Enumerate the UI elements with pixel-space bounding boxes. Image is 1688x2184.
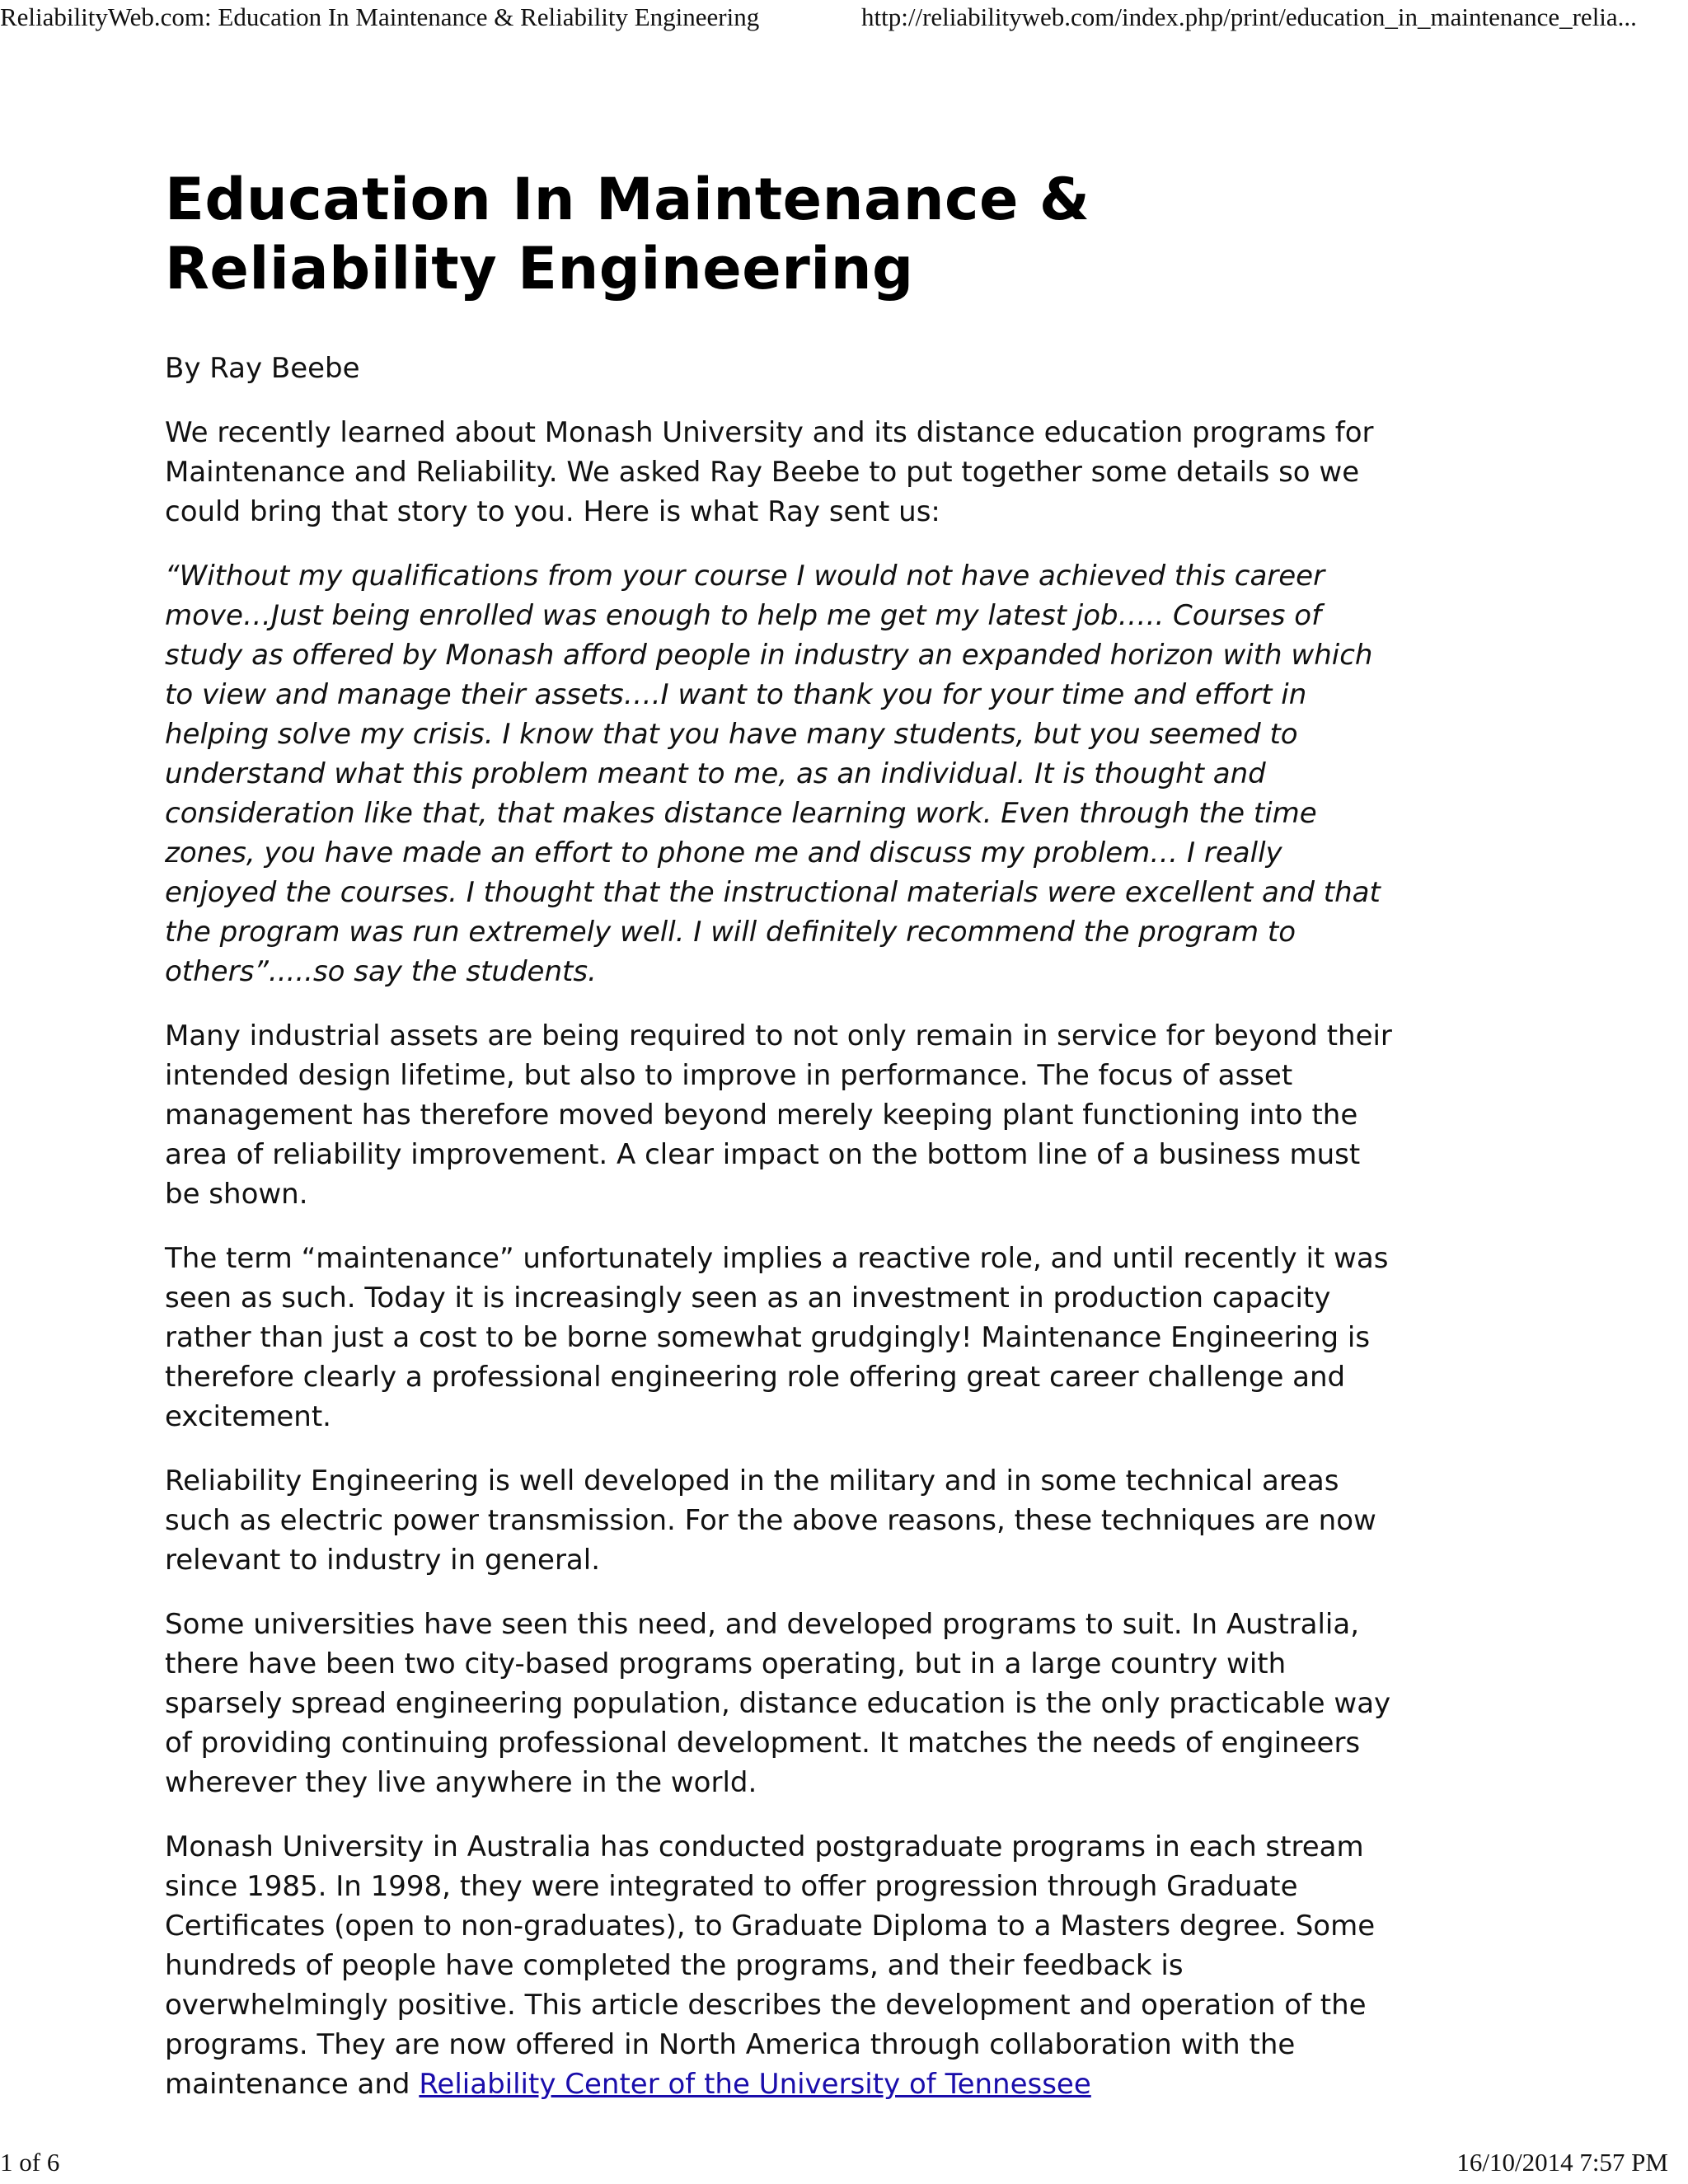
student-quote-paragraph: “Without my qualifications from your course I would not have achieved this career move…Just being enrolled was enough to help me get my latest job….. Courses of study as offered by Monash afford people in industry an expanded horizon with which to view and manage their assets….I want to thank you for your time and effort in helping solve my crisis. I know that you have many students, but you seemed to understand what this problem meant to me, as an individual. It is thought and consideration like that, that makes distance learning work. Even through the time zones, you have made an effort to phone me and discuss my problem… I really enjoyed the courses. I thought that the instructional materials were excellent and that the program was run extremely well. I will definitely recommend the program to others”.....so say the students. xyxy=(165,560,1381,988)
page-indicator: 1 of 6 xyxy=(0,2148,60,2177)
body-paragraph-with-link xyxy=(165,1827,1401,2104)
body-paragraph: Reliability Engineering is well developed in the military and in some technical areas such as electric power transmission. For the above reasons, these techniques are now relevant to industry in general. xyxy=(165,1465,1376,1577)
body-paragraph: Many industrial assets are being required to not only remain in service for beyond their intended design lifetime, but also to improve in performance. The focus of asset management has therefore moved beyond merely keeping plant functioning into the area of reliability improvement. A clear impact on the bottom line of a business must be shown. xyxy=(165,1019,1392,1211)
print-header-site-title: ReliabilityWeb.com: Education In Maintenance & Reliability Engineering xyxy=(0,2,760,31)
article-title xyxy=(165,165,1401,303)
print-header-url: http://reliabilityweb.com/index.php/print/education_in_maintenance_relia... xyxy=(861,2,1637,31)
article xyxy=(165,165,1401,2104)
reliability-center-link[interactable]: Reliability Center of the University of Tennessee xyxy=(419,2068,1091,2101)
article-title-line-1: Education In Maintenance & xyxy=(165,166,1090,233)
print-header xyxy=(0,4,1688,34)
article-byline: By Ray Beebe xyxy=(165,352,360,385)
print-footer xyxy=(0,2149,1688,2179)
body-paragraph-text: Monash University in Australia has conducted postgraduate programs in each stream since 1985. In 1998, they were integrated to offer progression through Graduate Certificates (open to non-graduates), to Graduate Diploma to a Masters degree. Some hundreds of people have completed the programs, and their feedback is overwhelmingly positive. This article describes the development and operation of the programs. They are now offered in North America through collaboration with the maintenance and xyxy=(165,1830,1376,2101)
print-timestamp: 16/10/2014 7:57 PM xyxy=(1456,2148,1668,2177)
body-paragraph: Some universities have seen this need, and developed programs to suit. In Australia, there have been two city-based programs operating, but in a large country with sparsely spread engineering population, distance education is the only practicable way of providing continuing professional development. It matches the needs of engineers wherever they live anywhere in the world. xyxy=(165,1608,1391,1799)
body-paragraph: The term “maintenance” unfortunately implies a reactive role, and until recently it was seen as such. Today it is increasingly seen as an investment in production capacity rather than just a cost to be borne somewhat grudgingly! Maintenance Engineering is therefore clearly a professional engineering role offering great career challenge and excitement. xyxy=(165,1242,1389,1433)
article-title-line-2: Reliability Engineering xyxy=(165,235,914,302)
intro-paragraph: We recently learned about Monash University and its distance education programs for Maintenance and Reliability. We asked Ray Beebe to put together some details so we could bring that story to you. Here is what Ray sent us: xyxy=(165,416,1374,528)
